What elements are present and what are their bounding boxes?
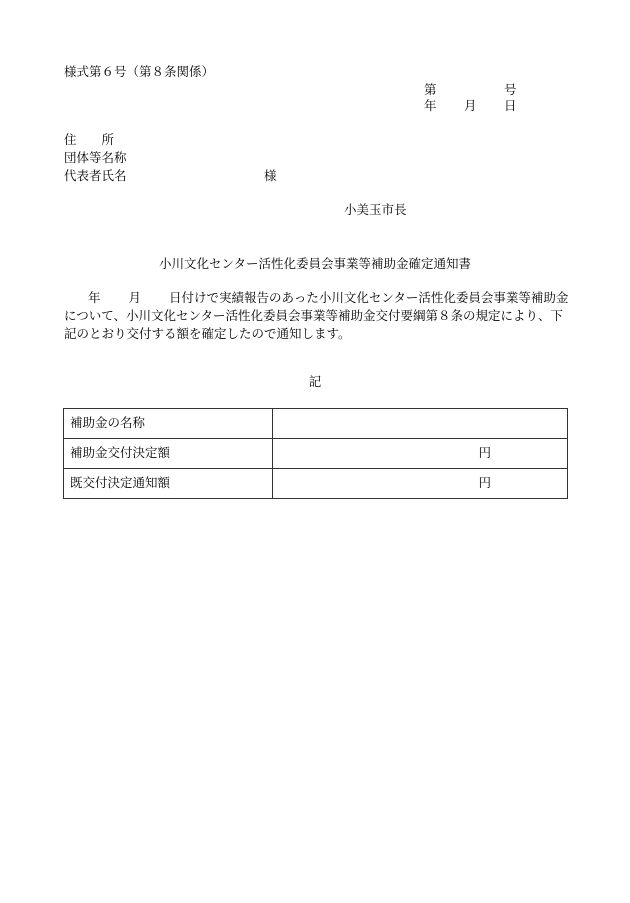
- body-text: [64, 289, 569, 343]
- table-row: [64, 439, 568, 469]
- table-value-cell[interactable]: 円: [273, 439, 568, 469]
- number-prefix: 第: [424, 82, 437, 97]
- body-main-text: 日付けで実績報告のあった小川文化センター活性化委員会事業等補助金について、小川文化センター活性化委員会事業等補助金交付要綱第８条の規定により、下記のとおり交付する額を確定したので通知します。: [64, 290, 569, 341]
- form-number: 様式第６号（第８条関係）: [64, 64, 215, 79]
- honorific: 様: [264, 168, 277, 183]
- date-month: 月: [464, 98, 477, 113]
- table-label-cell: 補助金の名称: [64, 409, 273, 439]
- representative-label: 代表者氏名: [64, 168, 127, 183]
- table-label-cell: 既交付決定通知額: [64, 469, 273, 499]
- number-suffix: 号: [504, 82, 517, 97]
- date-year: 年: [424, 98, 437, 113]
- body-year: 年: [88, 290, 101, 305]
- details-table: [63, 408, 568, 499]
- ki-heading: 記: [308, 374, 322, 389]
- table-label-cell: 補助金交付決定額: [64, 439, 273, 469]
- body-month: 月: [128, 290, 142, 305]
- address-label: 住 所: [64, 132, 115, 147]
- table-row: [64, 469, 568, 499]
- table-row: [64, 409, 568, 439]
- date-day: 日: [504, 98, 517, 113]
- issuer-name: 小美玉市長: [344, 202, 407, 217]
- document-title: 小川文化センター活性化委員会事業等補助金確定通知書: [158, 256, 471, 271]
- table-value-cell[interactable]: [273, 409, 568, 439]
- table-value-cell[interactable]: 円: [273, 469, 568, 499]
- group-name-label: 団体等名称: [64, 150, 127, 165]
